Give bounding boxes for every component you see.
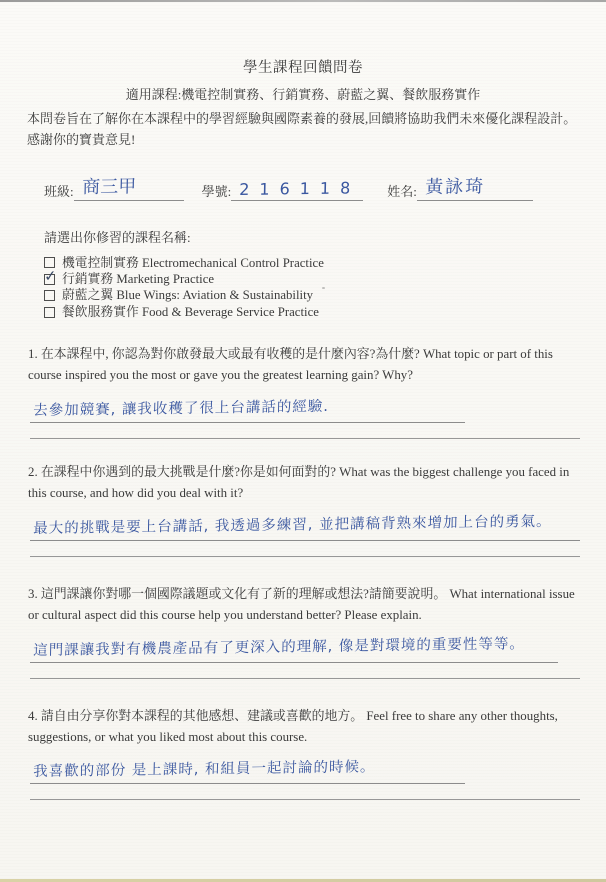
class-handwritten-value: 商三甲: [81, 175, 137, 198]
student-id-label: 學號:: [201, 183, 232, 199]
course-option-label: 餐飲服務實作 Food & Beverage Service Practice: [62, 304, 319, 319]
course-option-electromechanical: [44, 255, 606, 271]
name-label: 姓名:: [387, 183, 417, 199]
answer-line: [30, 754, 465, 784]
question-2-handwritten-answer: 最大的挑戰是要上台講話, 我透過多練習, 並把講稿背熟來增加上台的勇氣。: [33, 513, 552, 537]
answer-line: [30, 393, 465, 423]
form-header: [0, 0, 606, 151]
question-4-block: [0, 706, 606, 801]
checkbox-icon: [44, 307, 55, 318]
scan-speck: [322, 287, 325, 289]
question-1-block: [0, 344, 606, 439]
question-2-answer-area: [30, 511, 580, 557]
course-option-label: 行銷實務 Marketing Practice: [62, 272, 215, 286]
course-option-food-beverage: [44, 304, 606, 320]
blank-answer-line: [30, 663, 580, 679]
question-2-text: 2. 在課程中你遇到的最大挑戰是什麼?你是如何面對的? What was the biggest challenge you faced in this course, and how did you deal with it?: [28, 465, 570, 500]
question-4-text: 4. 請自由分享你對本課程的其他感想、建議或喜歡的地方。 Feel free to share any other thoughts, suggestions, or what you liked most about this course.: [28, 708, 558, 744]
student-id-handwritten-value: 216118: [239, 177, 361, 199]
student-id-field-line: [231, 177, 363, 201]
blank-answer-line: [30, 784, 580, 800]
course-option-label: 機電控制實務 Electromechanical Control Practice: [62, 255, 324, 270]
course-option-label: 蔚藍之翼 Blue Wings: Aviation & Sustainability: [62, 288, 314, 303]
check-mark-icon: ✓: [43, 266, 58, 286]
form-intro-text: 本問卷旨在了解你在本課程中的學習經驗與國際素養的發展,回饋將協助我們未來優化課程設計。: [27, 111, 577, 126]
class-label: 班級:: [44, 183, 74, 199]
class-field-line: [74, 175, 184, 201]
checkbox-icon: [43, 266, 58, 286]
question-3-text: 3. 這門課讓你對哪一個國際議題或文化有了新的理解或想法?請簡要說明。 What international issue or cultural aspect did this course help you understand better? Please explain.: [28, 586, 575, 622]
form-thanks-text: 感謝你的寶貴意見!: [27, 131, 136, 147]
name-handwritten-value: 黃詠琦: [424, 175, 486, 198]
question-2-block: [0, 462, 606, 557]
applicable-courses-line: 適用課程:機電控制實務、行銷實務、蔚藍之翼、餐飲服務實作: [125, 87, 481, 102]
blank-answer-line: [30, 541, 580, 557]
course-options-list: [0, 255, 606, 321]
name-field-line: [417, 175, 533, 201]
student-info-row: [44, 175, 580, 201]
question-1-handwritten-answer: 去參加競賽, 讓我收穫了很上台講話的經驗.: [33, 398, 330, 420]
blank-answer-line: [30, 423, 580, 439]
course-select-prompt: 請選出你修習的課程名稱:: [44, 229, 191, 245]
course-option-marketing: [43, 266, 606, 287]
question-3-handwritten-answer: 這門課讓我對有機農產品有了更深入的理解, 像是對環境的重要性等等。: [33, 635, 526, 659]
answer-line: [30, 633, 558, 663]
course-option-blue-wings: [44, 287, 606, 303]
question-4-handwritten-answer: 我喜歡的部份 是上課時, 和組員一起討論的時候。: [33, 759, 376, 781]
form-title: 學生課程回饋問卷: [243, 60, 363, 76]
question-3-answer-area: [30, 633, 580, 679]
question-1-answer-area: [30, 393, 580, 439]
answer-line: [30, 511, 580, 541]
checkbox-icon: [44, 290, 55, 301]
question-4-answer-area: [30, 754, 580, 800]
question-1-text: 1. 在本課程中, 你認為對你啟發最大或最有收穫的是什麼內容?為什麼? What topic or part of this course inspired you the most or gave you the greatest learning gain? Why?: [28, 347, 553, 383]
question-3-block: [0, 584, 606, 679]
scan-edge-top: [0, 0, 606, 2]
